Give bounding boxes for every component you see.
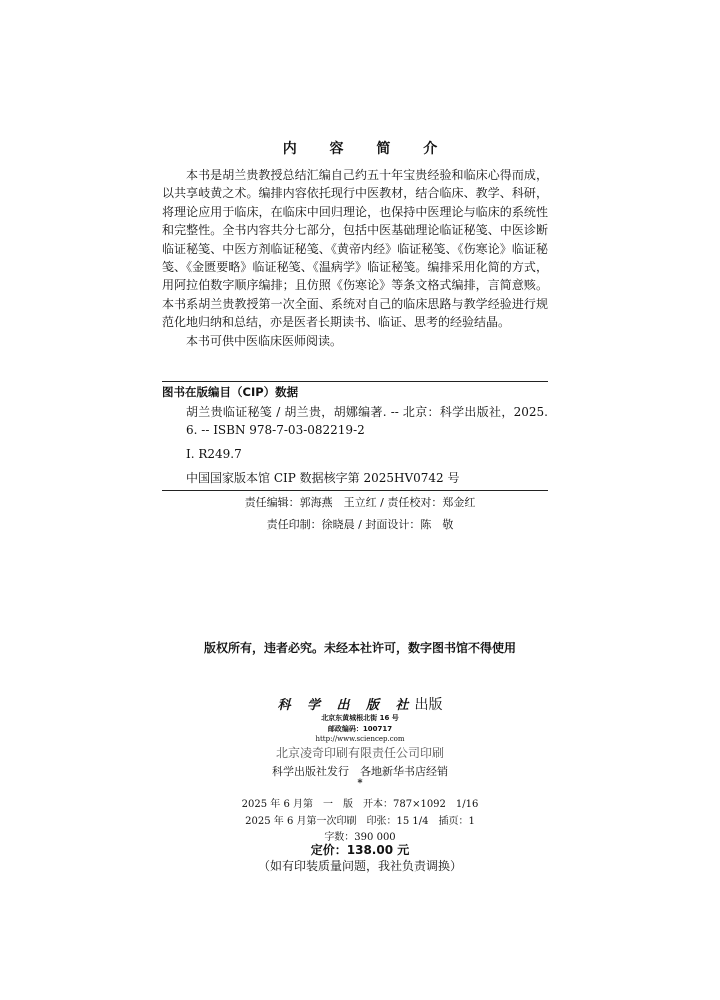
staff-editors: 责任编辑：郭海燕 王立红 / 责任校对：郑金红: [244, 496, 476, 509]
price: 定价：138.00 元: [310, 843, 410, 857]
cip-entry-text: 胡兰贵临证秘笺 / 胡兰贵，胡娜编著. -- 北京：科学出版社，2025. 6. -- ISBN 978-7-03-082219-2: [186, 405, 548, 437]
content-summary: [162, 166, 548, 350]
distributor-line: 科学出版社发行 各地新华书店经销: [272, 765, 448, 778]
cip-record-number: 中国国家版本馆 CIP 数据核字第 2025HV0742 号: [186, 471, 460, 485]
printing-line: 2025 年 6 月第一次印刷 印张：15 1/4 插页：1: [245, 816, 475, 827]
publisher-website: http://www.sciencep.com: [315, 735, 405, 743]
cip-classification: Ⅰ. R249.7: [186, 447, 242, 461]
quality-note: （如有印装质量问题，我社负责调换）: [257, 859, 462, 873]
staff-production: 责任印制：徐晓晨 / 封面设计：陈 敬: [266, 518, 454, 531]
publisher-suffix: 出版: [414, 697, 443, 713]
publisher-address: 北京东黄城根北街 16 号: [321, 714, 399, 722]
cip-block: [162, 383, 548, 489]
cip-entry: [186, 403, 548, 439]
publisher: [0, 694, 720, 714]
copyright-notice: 版权所有，违者必究。未经本社许可，数字图书馆不得使用: [203, 641, 516, 655]
separator-mark: *: [357, 778, 363, 789]
cip-heading: 图书在版编目（CIP）数据: [162, 385, 299, 399]
summary-paragraph: 本书可供中医临床医师阅读。: [186, 333, 343, 348]
word-count: 字数：390 000: [324, 832, 396, 843]
edition-line: 2025 年 6 月第 一 版 开本：787×1092 1/16: [241, 799, 479, 810]
cip-top-rule: [162, 381, 548, 382]
publisher-logo: 科 学 出 版 社: [277, 698, 415, 713]
page-title: 内 容 简 介: [282, 141, 452, 157]
cip-bottom-rule: [162, 490, 548, 491]
summary-paragraph: 本书是胡兰贵教授总结汇编自己约五十年宝贵经验和临床心得而成，以共享岐黄之术。编排内容依托现行中医教材，结合临床、教学、科研，将理论应用于临床，在临床中回归理论，也保持中医理论与临床的系统性和完整性。全书内容共分七部分，包括中医基础理论临证秘笺、中医诊断临证秘笺、中医方剂临证秘笺、《黄帝内经》临证秘笺、《伤寒论》临证秘笺、《金匮要略》临证秘笺、《温病学》临证秘笺。编排采用化简的方式，用阿拉伯数字顺序编排；且仿照《伤寒论》等条文格式编排，言简意赅。本书系胡兰贵教授第一次全面、系统对自己的临床思路与教学经验进行规范化地归纳和总结，亦是医者长期读书、临证、思考的经验结晶。: [162, 168, 548, 330]
printer-line: 北京凌奇印刷有限责任公司印刷: [275, 746, 444, 760]
publisher-postcode: 邮政编码：100717: [327, 725, 393, 733]
